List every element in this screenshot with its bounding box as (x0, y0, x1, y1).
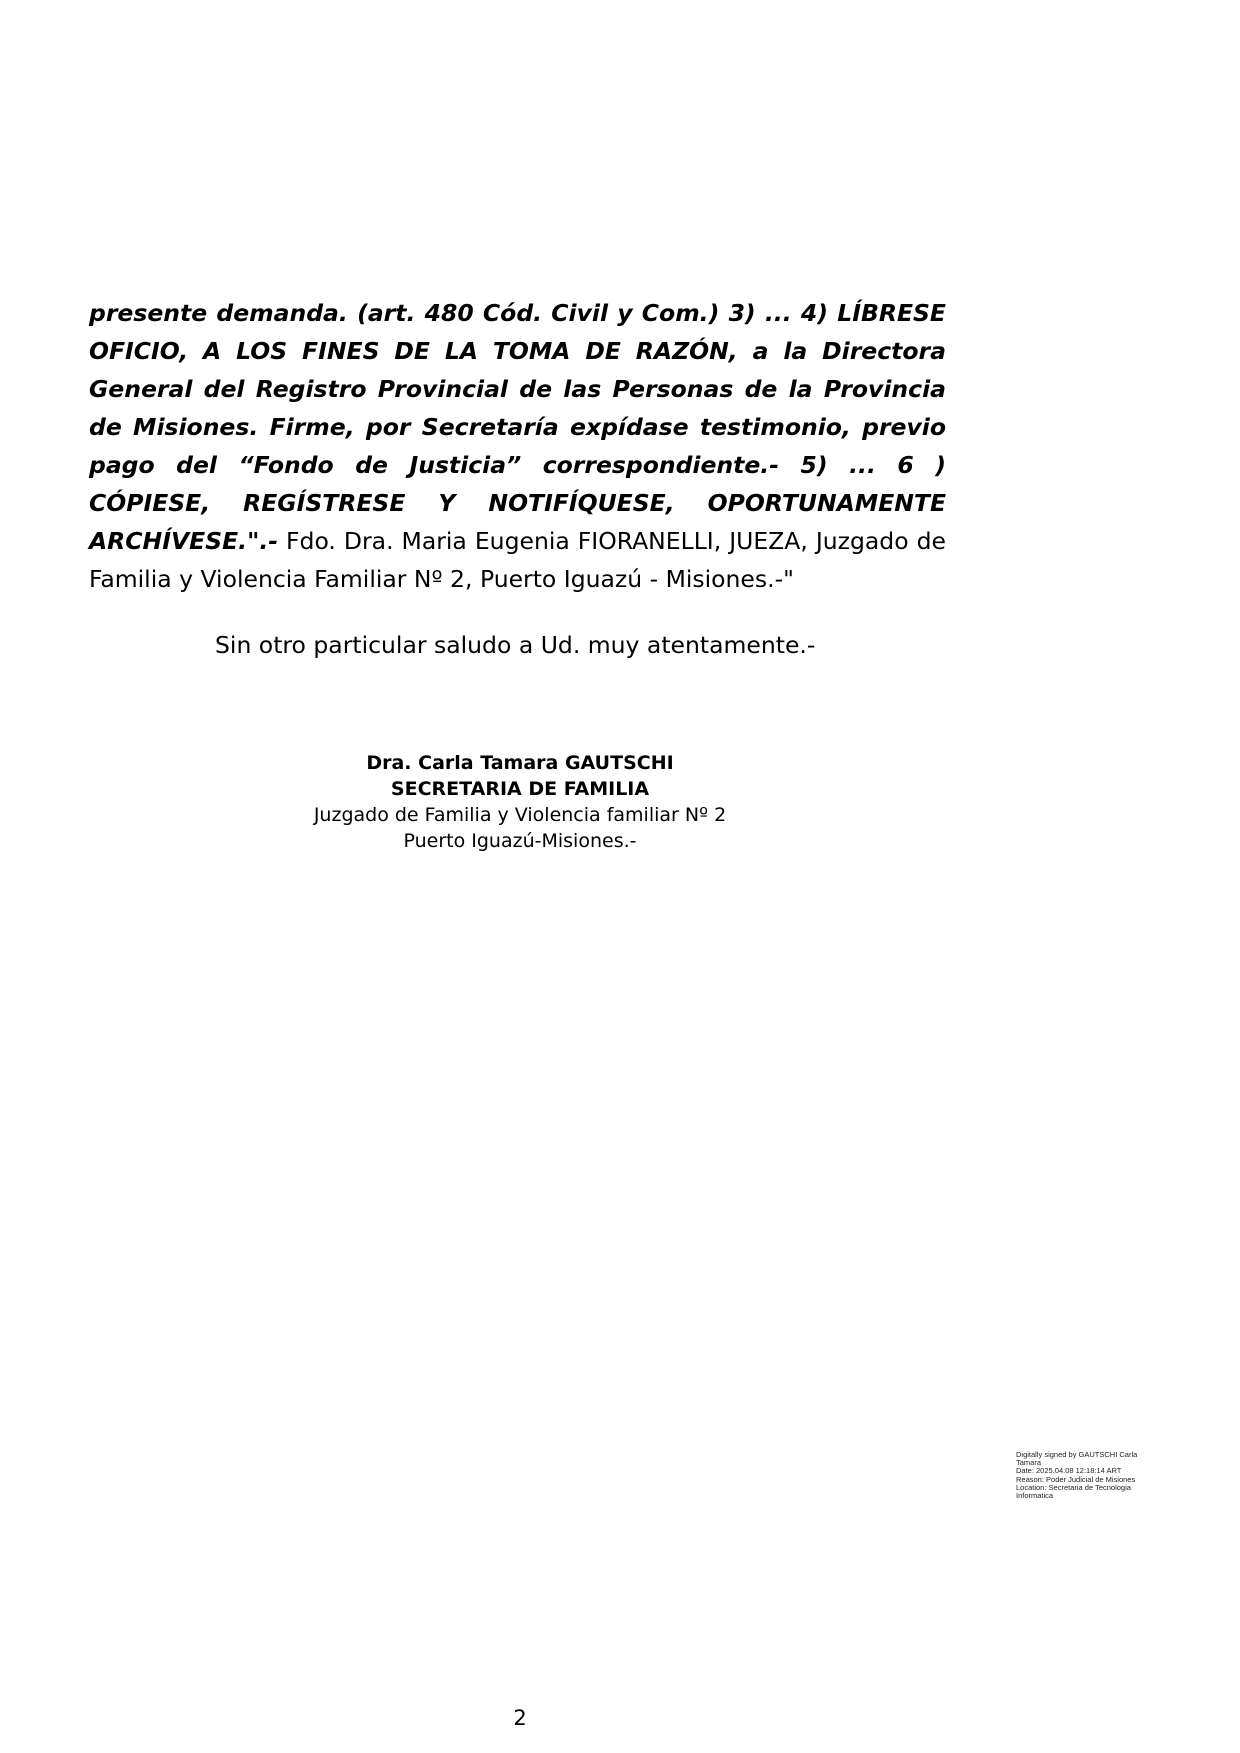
digital-signature-date: Date: 2025.04.08 12:18:14 ART (1016, 1466, 1122, 1476)
resolution-paragraph (89, 294, 946, 598)
closing-greeting: Sin otro particular saludo a Ud. muy atentamente.- (215, 631, 816, 659)
digital-signature-reason: Reason: Poder Judicial de Misiones (1016, 1474, 1136, 1484)
page-number: 2 (513, 1706, 527, 1730)
digital-signature-location: Location: Secretaria de Tecnologia Informatica (1016, 1482, 1131, 1501)
signature-block (260, 750, 780, 854)
signer-location: Puerto Iguazú-Misiones.- (403, 830, 637, 852)
resolution-emphasis-text: presente demanda. (art. 480 Cód. Civil y Com.) 3) ... 4) LÍBRESE OFICIO, A LOS FINES DE LA TOMA DE RAZÓN, a la Directora General del Registro Provincial de las Personas de la Provincia de Misiones. Firme, por Secretaría expídase testimonio, previo pago del “Fondo de Justicia” correspondiente.- 5) ... 6 ) CÓPIESE, REGÍSTRESE Y NOTIFÍQUESE, OPORTUNAMENTE ARCHÍVESE.".- (89, 299, 946, 555)
signer-role: SECRETARIA DE FAMILIA (390, 778, 650, 800)
digital-signature-signed-by: Digitally signed by GAUTSCHI Carla Tamara (1016, 1450, 1138, 1468)
signer-name: Dra. Carla Tamara GAUTSCHI (366, 752, 674, 774)
signer-court: Juzgado de Familia y Violencia familiar Nº 2 (313, 804, 727, 826)
digital-signature-stamp (1016, 1451, 1156, 1500)
resolution-signature-text: Fdo. Dra. Maria Eugenia FIORANELLI, JUEZA, Juzgado de Familia y Violencia Familiar Nº 2, Puerto Iguazú - Misiones.-" (89, 527, 946, 593)
